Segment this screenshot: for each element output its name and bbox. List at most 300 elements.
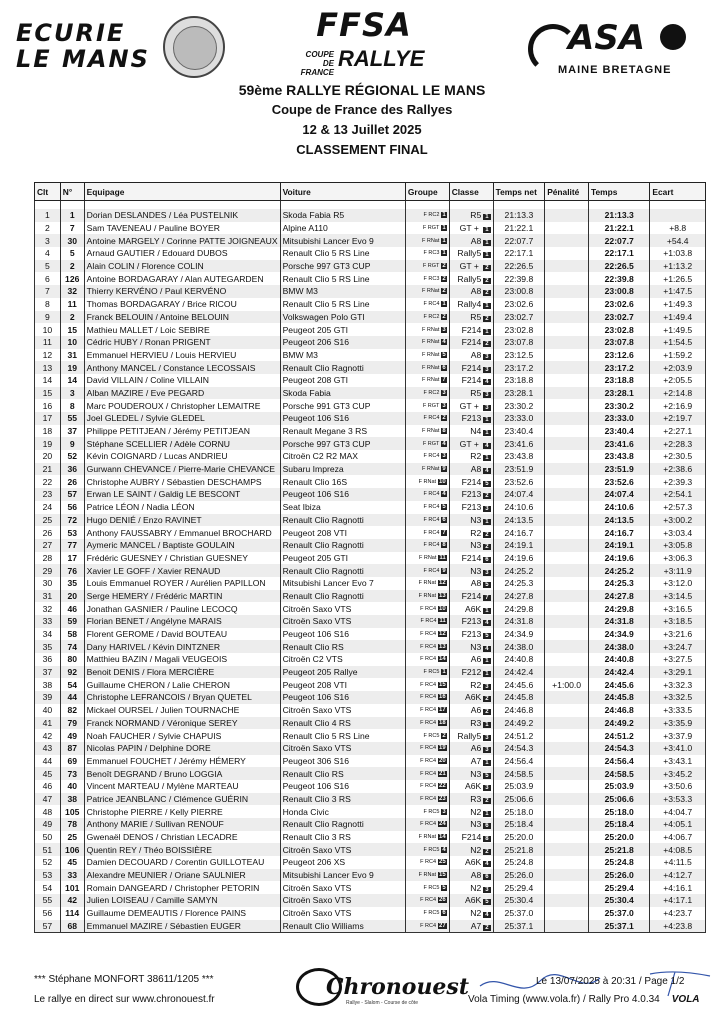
classe-label: A6	[470, 654, 482, 665]
classe-rank: 2	[485, 315, 489, 322]
groupe-rank: 1	[442, 212, 446, 219]
table-row	[35, 894, 706, 907]
cell-classe	[449, 577, 493, 590]
groupe-label: F RNat	[421, 377, 440, 384]
classe-rank: 1	[485, 430, 489, 437]
groupe-rank: 24	[439, 821, 446, 828]
event-subtitle: Coupe de France des Rallyes	[271, 102, 453, 117]
cell-clt: 26	[35, 526, 61, 539]
classe-rank: 2	[485, 544, 489, 551]
cell-voiture: Renault Clio RS	[280, 640, 405, 653]
table-row	[35, 729, 706, 742]
cell-ecart: +2:30.5	[650, 450, 706, 463]
cell-equipage: Christophe AUBRY / Sébastien DESCHAMPS	[84, 475, 280, 488]
cell-groupe	[405, 260, 449, 273]
document-footer	[0, 960, 724, 1024]
cell-num: 9	[60, 437, 84, 450]
event-title: 59ème RALLYE RÉGIONAL LE MANS	[238, 82, 486, 98]
cell-groupe	[405, 311, 449, 324]
cell-temps-net: 25:20.0	[493, 831, 545, 844]
groupe-rank: 3	[442, 808, 446, 815]
cell-classe	[449, 399, 493, 412]
cell-ecart: +3:16.5	[650, 602, 706, 615]
cell-temps: 22:17.1	[589, 247, 650, 260]
cell-classe	[449, 412, 493, 425]
cell-temps: 22:39.8	[589, 272, 650, 285]
cell-voiture: Peugeot 206 S16	[280, 336, 405, 349]
cell-temps-net: 23:40.4	[493, 425, 545, 438]
cell-ecart: +2:05.5	[650, 374, 706, 387]
classe-rank: 4	[485, 620, 489, 627]
cell-clt: 10	[35, 323, 61, 336]
cell-ecart: +3:03.4	[650, 526, 706, 539]
cell-num: 40	[60, 780, 84, 793]
cell-penalite	[545, 818, 589, 831]
cell-temps: 24:40.8	[589, 653, 650, 666]
cell-ecart: +2:54.1	[650, 488, 706, 501]
classe-rank: 8	[485, 836, 489, 843]
spacer-cell	[449, 201, 493, 210]
cell-voiture: Renault Clio 4 RS	[280, 717, 405, 730]
cell-voiture: Peugeot 205 GTI	[280, 323, 405, 336]
cell-temps: 22:26.5	[589, 260, 650, 273]
cell-temps: 23:43.8	[589, 450, 650, 463]
groupe-label: F RNat	[421, 326, 440, 333]
cell-groupe	[405, 742, 449, 755]
cell-equipage: Emmanuel MAZIRE / Sébastien EUGER	[84, 920, 280, 933]
groupe-rank: 14	[439, 834, 446, 841]
cell-temps-net: 23:17.2	[493, 361, 545, 374]
groupe-label: F RC3	[423, 250, 440, 257]
cell-classe	[449, 628, 493, 641]
cell-equipage: Aymeric MANCEL / Baptiste GOULAIN	[84, 539, 280, 552]
table-row	[35, 920, 706, 933]
cell-classe	[449, 602, 493, 615]
cell-clt: 16	[35, 399, 61, 412]
cell-temps: 23:40.4	[589, 425, 650, 438]
classe-label: N2	[470, 844, 482, 855]
cell-groupe	[405, 285, 449, 298]
cell-num: 8	[60, 399, 84, 412]
cell-voiture: Citroën Saxo VTS	[280, 894, 405, 907]
cell-penalite	[545, 552, 589, 565]
classe-label: R5	[470, 311, 482, 322]
groupe-label: F RNat	[418, 554, 437, 561]
cell-penalite	[545, 881, 589, 894]
cell-num: 36	[60, 463, 84, 476]
cell-classe	[449, 336, 493, 349]
classe-label: A6K	[465, 603, 482, 614]
cell-num: 79	[60, 717, 84, 730]
cell-equipage: Quentin REY / Théo BOISSIÈRE	[84, 843, 280, 856]
classe-rank: 5	[485, 772, 489, 779]
cell-num: 10	[60, 336, 84, 349]
cell-temps-net: 25:29.4	[493, 881, 545, 894]
spacer-cell	[84, 201, 280, 210]
cell-ecart: +3:41.0	[650, 742, 706, 755]
classe-label: N3	[470, 514, 482, 525]
groupe-label: F RNat	[418, 580, 437, 587]
cell-voiture: Renault Clio 3 RS	[280, 831, 405, 844]
cell-ecart: +3:06.3	[650, 552, 706, 565]
groupe-rank: 13	[439, 592, 446, 599]
asa-logo	[528, 18, 708, 82]
cell-voiture: Renault Clio Ragnotti	[280, 590, 405, 603]
groupe-label: F RC4	[423, 491, 440, 498]
cell-voiture: Honda Civic	[280, 805, 405, 818]
cell-penalite	[545, 729, 589, 742]
cell-groupe	[405, 653, 449, 666]
groupe-rank: 2	[442, 288, 446, 295]
table-row	[35, 818, 706, 831]
cell-penalite	[545, 475, 589, 488]
cell-temps: 25:37.1	[589, 920, 650, 933]
cell-penalite	[545, 349, 589, 362]
cell-classe	[449, 234, 493, 247]
groupe-label: F RC4	[423, 529, 440, 536]
cell-classe	[449, 615, 493, 628]
cell-temps: 24:25.2	[589, 564, 650, 577]
cell-groupe	[405, 704, 449, 717]
cell-groupe	[405, 437, 449, 450]
cell-voiture: Citroën Saxo VTS	[280, 742, 405, 755]
cell-clt: 19	[35, 437, 61, 450]
table-row	[35, 361, 706, 374]
live-link-text: Le rallye en direct sur www.chronouest.fr	[34, 994, 215, 1005]
classe-label: A7	[470, 755, 482, 766]
groupe-rank: 18	[439, 719, 446, 726]
cell-clt: 20	[35, 450, 61, 463]
cell-voiture: Subaru Impreza	[280, 463, 405, 476]
cell-groupe	[405, 577, 449, 590]
cell-num: 44	[60, 691, 84, 704]
cell-voiture: Porsche 997 GT3 CUP	[280, 437, 405, 450]
cell-penalite	[545, 805, 589, 818]
cell-temps: 25:03.9	[589, 780, 650, 793]
cell-num: 54	[60, 678, 84, 691]
cell-temps: 24:45.6	[589, 678, 650, 691]
classe-rank: 1	[485, 671, 489, 678]
groupe-label: F RGT	[422, 263, 440, 270]
table-row	[35, 881, 706, 894]
classe-rank: 3	[485, 734, 489, 741]
groupe-rank: 27	[439, 922, 446, 929]
groupe-label: F RC4	[423, 504, 440, 511]
cell-num: 76	[60, 564, 84, 577]
cell-groupe	[405, 729, 449, 742]
cell-num: 52	[60, 450, 84, 463]
cell-groupe	[405, 501, 449, 514]
classe-rank: 4	[485, 379, 489, 386]
groupe-rank: 1	[442, 225, 446, 232]
cell-classe	[449, 260, 493, 273]
table-row	[35, 488, 706, 501]
cell-temps: 23:33.0	[589, 412, 650, 425]
classe-label: F214	[461, 476, 482, 487]
cell-penalite	[545, 272, 589, 285]
classe-rank: 1	[485, 328, 489, 335]
groupe-label: F RC4	[420, 719, 437, 726]
cell-equipage: Alban MAZIRE / Eve PEGARD	[84, 387, 280, 400]
groupe-label: F RC4	[423, 516, 440, 523]
table-row	[35, 514, 706, 527]
classe-label: GT +	[459, 223, 482, 234]
cell-groupe	[405, 869, 449, 882]
classe-label: R2	[470, 451, 482, 462]
cell-penalite	[545, 640, 589, 653]
cell-ecart: +4:16.1	[650, 881, 706, 894]
groupe-rank: 12	[439, 631, 446, 638]
groupe-rank: 10	[439, 478, 446, 485]
classe-label: F213	[461, 502, 482, 513]
logo-ecurie-line2: LE MANS	[16, 45, 150, 73]
cell-equipage: Alain COLIN / Florence COLIN	[84, 260, 280, 273]
cell-temps: 23:18.8	[589, 374, 650, 387]
groupe-rank: 3	[442, 389, 446, 396]
groupe-label: F RNat	[421, 364, 440, 371]
classe-label: F214	[461, 832, 482, 843]
cell-ecart: +3:32.5	[650, 691, 706, 704]
cell-temps: 25:30.4	[589, 894, 650, 907]
cell-clt: 12	[35, 349, 61, 362]
groupe-label: F RC4	[420, 757, 437, 764]
cell-voiture: Skoda Fabia	[280, 387, 405, 400]
table-row	[35, 475, 706, 488]
table-row	[35, 437, 706, 450]
cell-ecart: +1:26.5	[650, 272, 706, 285]
cell-classe	[449, 805, 493, 818]
cell-groupe	[405, 323, 449, 336]
cell-classe	[449, 869, 493, 882]
cell-classe	[449, 881, 493, 894]
groupe-label: F RC4	[420, 821, 437, 828]
groupe-label: F RC5	[423, 846, 440, 853]
classe-label: GT +	[459, 400, 482, 411]
groupe-rank: 8	[442, 428, 446, 435]
cell-ecart: +1:49.3	[650, 298, 706, 311]
cell-clt: 21	[35, 463, 61, 476]
cell-num: 17	[60, 552, 84, 565]
classe-label: R3	[470, 717, 482, 728]
cell-classe	[449, 247, 493, 260]
cell-temps-net: 25:37.1	[493, 920, 545, 933]
cell-clt: 31	[35, 590, 61, 603]
cell-classe	[449, 298, 493, 311]
cell-voiture: Citroën Saxo VTS	[280, 907, 405, 920]
groupe-label: F RC4	[420, 656, 437, 663]
cell-ecart: +3:43.1	[650, 755, 706, 768]
classe-label: F214	[461, 362, 482, 373]
cell-penalite	[545, 843, 589, 856]
cell-groupe	[405, 894, 449, 907]
groupe-rank: 11	[439, 618, 446, 625]
groupe-rank: 7	[442, 529, 446, 536]
cell-classe	[449, 780, 493, 793]
cell-temps-net: 25:26.0	[493, 869, 545, 882]
cell-temps-net: 25:30.4	[493, 894, 545, 907]
cell-voiture: Mitsubishi Lancer Evo 9	[280, 869, 405, 882]
cell-penalite	[545, 222, 589, 235]
cell-equipage: Antoine BORDAGARAY / Alan AUTEGARDEN	[84, 272, 280, 285]
cell-groupe	[405, 831, 449, 844]
cell-classe	[449, 323, 493, 336]
cell-temps-net: 23:00.8	[493, 285, 545, 298]
classe-rank: 3	[485, 747, 489, 754]
cell-ecart: +54.4	[650, 234, 706, 247]
cell-ecart: +3:45.2	[650, 767, 706, 780]
cell-voiture: Renault Clio 5 RS Line	[280, 298, 405, 311]
cell-equipage: Antoine MARGELY / Corinne PATTE JOIGNEAUX	[84, 234, 280, 247]
classe-label: A6	[470, 743, 482, 754]
cell-clt: 4	[35, 247, 61, 260]
table-row	[35, 717, 706, 730]
cell-equipage: Franck BELOUIN / Antoine BELOUIN	[84, 311, 280, 324]
cell-voiture: Citroën Saxo VTS	[280, 602, 405, 615]
cell-voiture: Skoda Fabia R5	[280, 209, 405, 222]
cell-penalite	[545, 704, 589, 717]
table-row	[35, 577, 706, 590]
classe-label: R5	[470, 210, 482, 221]
cell-penalite	[545, 869, 589, 882]
cell-temps: 25:29.4	[589, 881, 650, 894]
groupe-rank: 5	[442, 884, 446, 891]
cell-ecart: +2:14.8	[650, 387, 706, 400]
classe-label: GT +	[459, 261, 482, 272]
groupe-rank: 8	[442, 542, 446, 549]
cell-equipage: Xavier LE GOFF / Xavier RENAUD	[84, 564, 280, 577]
cell-equipage: Florent GEROME / David BOUTEAU	[84, 628, 280, 641]
cell-ecart: +1:59.2	[650, 349, 706, 362]
groupe-label: F RNat	[418, 592, 437, 599]
classe-label: N3	[470, 768, 482, 779]
groupe-rank: 4	[442, 846, 446, 853]
cell-temps: 23:41.6	[589, 437, 650, 450]
cell-voiture: Peugeot 106 S16	[280, 488, 405, 501]
cell-groupe	[405, 412, 449, 425]
groupe-label: F RC4	[420, 897, 437, 904]
classe-label: N3	[470, 540, 482, 551]
table-row	[35, 907, 706, 920]
cell-clt: 46	[35, 780, 61, 793]
cell-voiture: Mitsubishi Lancer Evo 9	[280, 234, 405, 247]
cell-equipage: Guillaume DEMEAUTIS / Florence PAINS	[84, 907, 280, 920]
groupe-rank: 11	[439, 554, 446, 561]
cell-temps-net: 23:43.8	[493, 450, 545, 463]
cell-ecart: +3:12.0	[650, 577, 706, 590]
cell-classe	[449, 793, 493, 806]
classement-title: CLASSEMENT FINAL	[296, 142, 428, 157]
cell-ecart: +1:47.5	[650, 285, 706, 298]
cell-num: 32	[60, 285, 84, 298]
cell-classe	[449, 311, 493, 324]
spacer-cell	[35, 201, 61, 210]
cell-penalite	[545, 514, 589, 527]
cell-classe	[449, 831, 493, 844]
header-temps-net: Temps net	[493, 183, 545, 201]
cell-voiture: Renault Clio Ragnotti	[280, 514, 405, 527]
cell-equipage: Dany HARIVEL / Kévin DINTZNER	[84, 640, 280, 653]
cell-temps-net: 24:38.0	[493, 640, 545, 653]
cell-temps-net: 24:34.9	[493, 628, 545, 641]
cell-ecart: +2:38.6	[650, 463, 706, 476]
cell-voiture: Citroën Saxo VTS	[280, 881, 405, 894]
classe-rank: 1	[485, 214, 489, 221]
cell-temps-net: 25:18.4	[493, 818, 545, 831]
cell-penalite	[545, 691, 589, 704]
cell-temps: 24:42.4	[589, 666, 650, 679]
cell-equipage: Nicolas PAPIN / Delphine DORE	[84, 742, 280, 755]
cell-clt: 56	[35, 907, 61, 920]
cell-groupe	[405, 691, 449, 704]
cell-classe	[449, 894, 493, 907]
classe-label: A8	[470, 870, 482, 881]
asa-badge-icon	[660, 24, 686, 50]
classe-rank: 2	[485, 696, 489, 703]
classe-label: F214	[461, 590, 482, 601]
cell-num: 69	[60, 755, 84, 768]
spacer-cell	[405, 201, 449, 210]
cell-temps: 23:02.8	[589, 323, 650, 336]
cell-penalite	[545, 323, 589, 336]
groupe-rank: 2	[442, 275, 446, 282]
header-groupe: Groupe	[405, 183, 449, 201]
cell-clt: 44	[35, 755, 61, 768]
cell-temps-net: 24:45.6	[493, 678, 545, 691]
cell-ecart: +2:16.9	[650, 399, 706, 412]
table-row	[35, 450, 706, 463]
document-header	[0, 0, 724, 180]
cell-classe	[449, 920, 493, 933]
groupe-rank: 10	[439, 605, 446, 612]
cell-voiture: Mitsubishi Lancer Evo 7	[280, 577, 405, 590]
cell-num: 45	[60, 856, 84, 869]
cell-ecart: +3:21.6	[650, 628, 706, 641]
table-row	[35, 640, 706, 653]
groupe-rank: 26	[439, 897, 446, 904]
classe-label: F214	[461, 337, 482, 348]
groupe-label: F RC4	[420, 631, 437, 638]
cell-voiture: Renault Clio 5 RS Line	[280, 247, 405, 260]
classe-rank: 2	[485, 531, 489, 538]
vola-logo: VOLA	[671, 994, 700, 1005]
cell-temps-net: 24:25.2	[493, 564, 545, 577]
table-row	[35, 755, 706, 768]
cell-voiture: Peugeot 106 S16	[280, 780, 405, 793]
groupe-label: F RC5	[423, 669, 440, 676]
cell-ecart: +3:11.9	[650, 564, 706, 577]
cell-temps-net: 23:33.0	[493, 412, 545, 425]
cell-num: 80	[60, 653, 84, 666]
groupe-label: F RC4	[420, 605, 437, 612]
cell-clt: 30	[35, 577, 61, 590]
table-row	[35, 272, 706, 285]
cell-penalite	[545, 425, 589, 438]
cell-equipage: Florian BENET / Angélyne MARAIS	[84, 615, 280, 628]
cell-groupe	[405, 272, 449, 285]
ffsa-brand: FFSA	[316, 6, 412, 44]
groupe-label: F RC5	[423, 808, 440, 815]
cell-groupe	[405, 399, 449, 412]
cell-penalite	[545, 501, 589, 514]
table-row	[35, 349, 706, 362]
cell-clt: 9	[35, 311, 61, 324]
classe-label: N2	[470, 882, 482, 893]
classe-label: GT +	[459, 438, 482, 449]
classe-rank: 3	[485, 506, 489, 513]
cell-equipage: Matthieu BAZIN / Magali VEUGEOIS	[84, 653, 280, 666]
classe-rank: 5	[485, 582, 489, 589]
cell-temps-net: 23:51.9	[493, 463, 545, 476]
